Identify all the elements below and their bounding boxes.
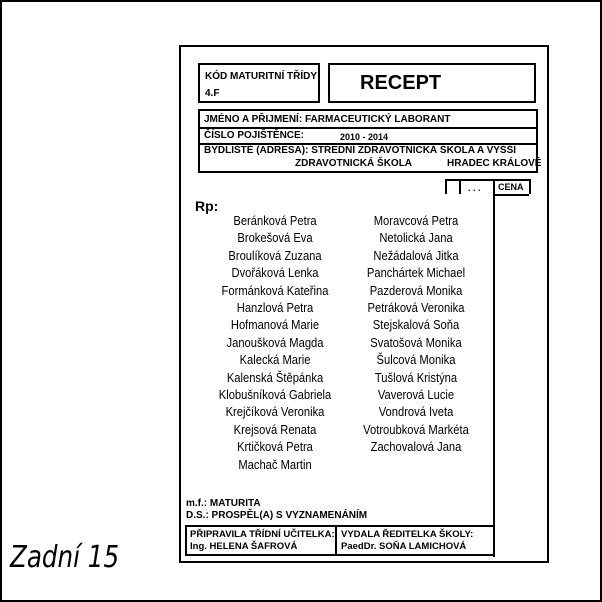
student-name: Krtičková Petra (237, 439, 313, 455)
prescription-form (179, 45, 549, 563)
director-label: VYDALA ŘEDITELKA ŠKOLY: (341, 529, 474, 540)
student-name: Kalenská Štěpánka (226, 369, 324, 385)
dots-mark: . . . (468, 183, 481, 193)
address-line-1: BYDLIŠTĚ (ADRESA): STŘEDNÍ ZDRAVOTNICKÁ ŠKOLA A VYŠŠÍ (204, 145, 517, 156)
patient-name-line: JMÉNO A PŘIJMENÍ: FARMACEUTICKÝ LABORANT (204, 114, 451, 125)
student-name: Vaverová Lucie (377, 387, 455, 402)
student-name: Kalecká Marie (239, 352, 311, 368)
student-name: Brokešová Eva (237, 230, 313, 246)
teacher-name: Ing. HELENA ŠAFROVÁ (190, 541, 298, 552)
price-column-left-border (493, 179, 495, 557)
mf-line: m.f.: MATURITA (186, 498, 261, 509)
patient-info-box (198, 109, 542, 173)
class-code-label: KÓD MATURITNÍ TŘÍDY (205, 71, 318, 82)
address-line-2b: HRADEC KRÁLOVÉ (447, 158, 542, 169)
student-name: Janoušková Magda (226, 334, 324, 350)
price-label: CENA (498, 182, 524, 192)
student-name: Krejčíková Veronika (225, 404, 325, 420)
student-name: Svatošová Monika (370, 334, 462, 350)
student-name: Krejsová Renata (233, 421, 317, 437)
student-name: Panchártek Michael (366, 265, 466, 281)
student-name: Hofmanová Marie (230, 317, 320, 333)
student-name: Stejskalová Soňa (372, 317, 460, 333)
student-name: Nežádalová Jitka (373, 247, 459, 263)
student-name: Hanzlová Petra (236, 300, 314, 315)
director-name: PaedDr. SOŇA LAMICHOVÁ (341, 541, 467, 552)
student-name: Votroubková Markéta (363, 421, 469, 437)
address-line-2a: ZDRAVOTNICKÁ ŠKOLA (295, 158, 413, 169)
student-name: Netolická Jana (379, 230, 453, 246)
rp-label: Rp: (195, 198, 219, 214)
student-name: Tušlová Kristýna (374, 369, 458, 385)
signature-box (185, 525, 495, 556)
student-name: Petráková Veronika (367, 300, 465, 315)
teacher-label: PŘIPRAVILA TŘÍDNÍ UČITELKA: (190, 529, 335, 540)
insurance-label: ČÍSLO POJIŠTĚNCE: (204, 130, 305, 141)
page-title: RECEPT (360, 72, 442, 94)
class-code-value: 4.F (205, 88, 220, 99)
student-name: Šulcová Monika (376, 352, 456, 368)
ds-line: D.S.: PROSPĚL(A) S VYZNAMENÁNÍM (186, 510, 368, 521)
handwritten-signature: Zadní 15 (10, 540, 120, 575)
student-name: Dvořáková Lenka (231, 265, 319, 281)
student-name: Formánková Kateřina (221, 282, 329, 298)
student-name: Machač Martin (238, 456, 312, 472)
student-name: Beránková Petra (233, 213, 317, 228)
student-name: Pazderová Monika (369, 282, 463, 298)
student-name: Klobušníková Gabriela (218, 387, 332, 402)
class-code-box (198, 63, 320, 103)
student-name: Zachovalová Jana (370, 439, 462, 455)
insurance-value: 2010 - 2014 (340, 132, 389, 142)
student-name: Vondrová Iveta (378, 404, 454, 420)
student-name: Broulíková Zuzana (228, 247, 322, 263)
student-name: Moravcová Petra (373, 213, 459, 228)
title-box (328, 63, 536, 103)
